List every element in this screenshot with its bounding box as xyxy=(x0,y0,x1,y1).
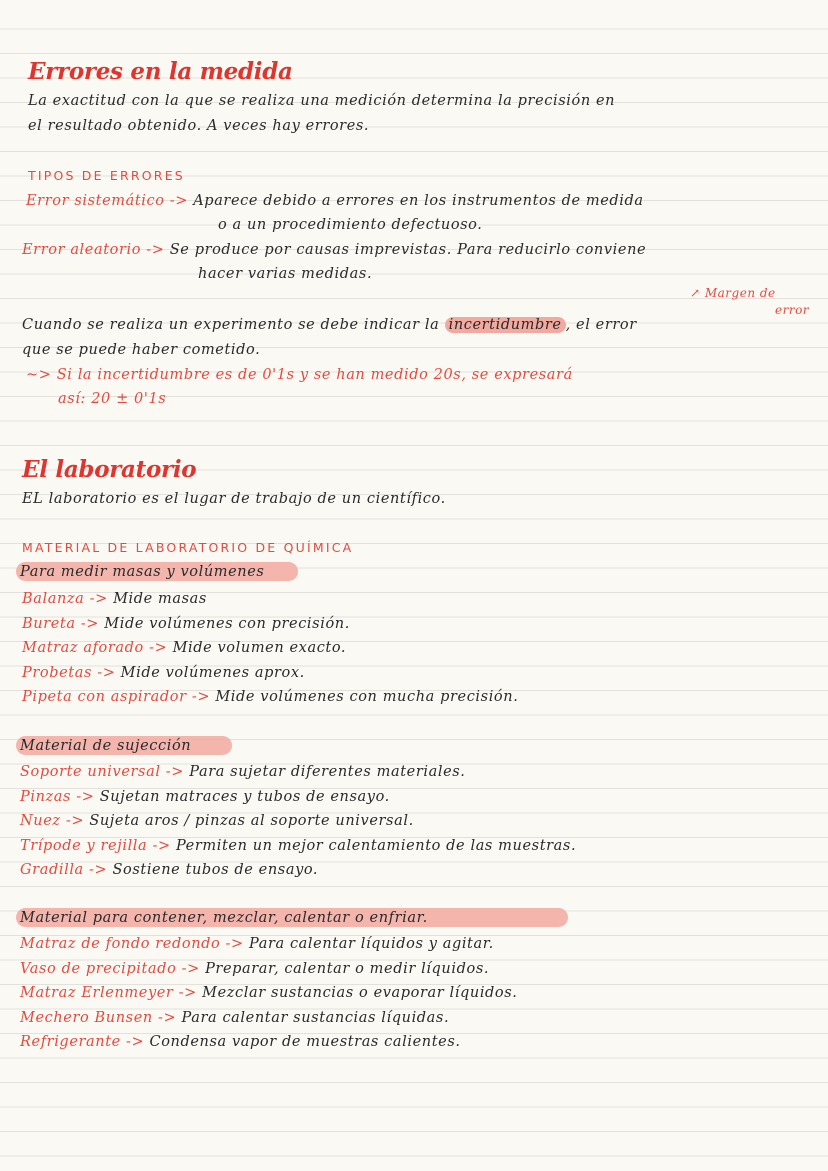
material-term: Gradilla -> xyxy=(20,862,108,878)
section-title-laboratorio: El laboratorio xyxy=(22,456,197,483)
material-definition: Mide volúmenes aprox. xyxy=(120,664,305,681)
material-item xyxy=(22,639,346,657)
sys-error-def-2: o a un procedimiento defectuoso. xyxy=(218,217,483,233)
material-definition: Sostiene tubos de ensayo. xyxy=(112,862,319,878)
uncertainty-line-2: que se puede haber cometido. xyxy=(22,342,261,358)
material-heading: MATERIAL DE LABORATORIO DE QUÍMICA xyxy=(22,540,354,555)
material-definition: Mide masas xyxy=(113,591,207,607)
material-item xyxy=(20,763,466,781)
material-definition: Para sujetar diferentes materiales. xyxy=(189,764,466,780)
intro-line-1: La exactitud con la que se realiza una medición determina la precisión en xyxy=(28,93,616,109)
material-item xyxy=(22,688,518,706)
uncertainty-line-1 xyxy=(22,316,637,334)
sys-error-term: Error sistemático -> xyxy=(26,193,189,209)
material-definition: Preparar, calentar o medir líquidos. xyxy=(205,960,490,977)
material-definition: Sujeta aros / pinzas al soporte universal. xyxy=(89,813,414,829)
material-term: Matraz aforado -> xyxy=(22,640,168,656)
material-term: Soporte universal -> xyxy=(20,764,185,780)
uncertainty-pre: Cuando se realiza un experimento se debe indicar la xyxy=(22,317,440,333)
material-item xyxy=(20,837,576,855)
material-term: Vaso de precipitado -> xyxy=(20,960,200,977)
material-item xyxy=(20,935,494,953)
material-definition: Mide volumen exacto. xyxy=(172,640,347,656)
types-heading: TIPOS DE ERRORES xyxy=(28,168,185,183)
intro-line-2: el resultado obtenido. A veces hay errores. xyxy=(28,118,370,134)
section-title-errores: Errores en la medida xyxy=(28,58,293,85)
material-definition: Para calentar líquidos y agitar. xyxy=(249,936,494,952)
material-term: Mechero Bunsen -> xyxy=(20,1009,177,1026)
material-term: Matraz Erlenmeyer -> xyxy=(20,985,197,1001)
material-definition: Mide volúmenes con precisión. xyxy=(104,615,350,632)
material-term: Pipeta con aspirador -> xyxy=(22,689,211,705)
material-term: Matraz de fondo redondo -> xyxy=(20,936,244,952)
example-line-2: así: 20 ± 0'1s xyxy=(58,391,167,407)
group1-heading: Para medir masas y volúmenes xyxy=(20,564,265,580)
material-item xyxy=(20,1009,449,1027)
material-item xyxy=(20,960,489,978)
material-item xyxy=(20,788,390,806)
material-term: Balanza -> xyxy=(22,591,108,607)
material-item xyxy=(20,861,318,879)
material-definition: Condensa vapor de muestras calientes. xyxy=(149,1034,461,1050)
material-term: Bureta -> xyxy=(22,615,100,632)
sys-error-def-1: Aparece debido a errores en los instrumentos de medida xyxy=(193,193,644,209)
material-definition: Mide volúmenes con mucha precisión. xyxy=(215,689,519,705)
lab-intro: EL laboratorio es el lugar de trabajo de un científico. xyxy=(22,491,446,507)
material-term: Probetas -> xyxy=(22,664,116,681)
ale-error-def-1: Se produce por causas imprevistas. Para reducirlo conviene xyxy=(169,242,647,258)
ale-error-row xyxy=(22,241,646,259)
material-term: Trípode y rejilla -> xyxy=(20,837,171,854)
material-definition: Permiten un mejor calentamiento de las muestras. xyxy=(175,837,577,854)
material-item xyxy=(22,664,305,682)
group2-heading: Material de sujección xyxy=(20,738,192,754)
ale-error-term: Error aleatorio -> xyxy=(22,242,165,258)
group3-heading: Material para contener, mezclar, calentar o enfriar. xyxy=(20,910,428,926)
material-item xyxy=(20,984,518,1002)
material-item xyxy=(22,615,350,633)
uncertainty-post: , el error xyxy=(565,317,637,333)
sys-error-row xyxy=(26,192,644,210)
margin-note-line-1: ↗ Margen de xyxy=(690,286,776,300)
uncertainty-highlight: incertidumbre xyxy=(445,317,566,333)
ale-error-def-2: hacer varias medidas. xyxy=(198,266,373,282)
margin-note-line-2: error xyxy=(775,303,810,317)
material-item xyxy=(20,1033,461,1051)
material-term: Nuez -> xyxy=(20,813,85,829)
material-definition: Sujetan matraces y tubos de ensayo. xyxy=(99,788,390,805)
material-term: Pinzas -> xyxy=(20,788,95,805)
material-definition: Para calentar sustancias líquidas. xyxy=(181,1009,450,1026)
material-definition: Mezclar sustancias o evaporar líquidos. xyxy=(202,985,518,1001)
material-item xyxy=(20,812,414,830)
material-term: Refrigerante -> xyxy=(20,1034,145,1050)
example-line-1: ~> Si la incertidumbre es de 0'1s y se han medido 20s, se expresará xyxy=(26,367,573,383)
material-item xyxy=(22,590,207,608)
